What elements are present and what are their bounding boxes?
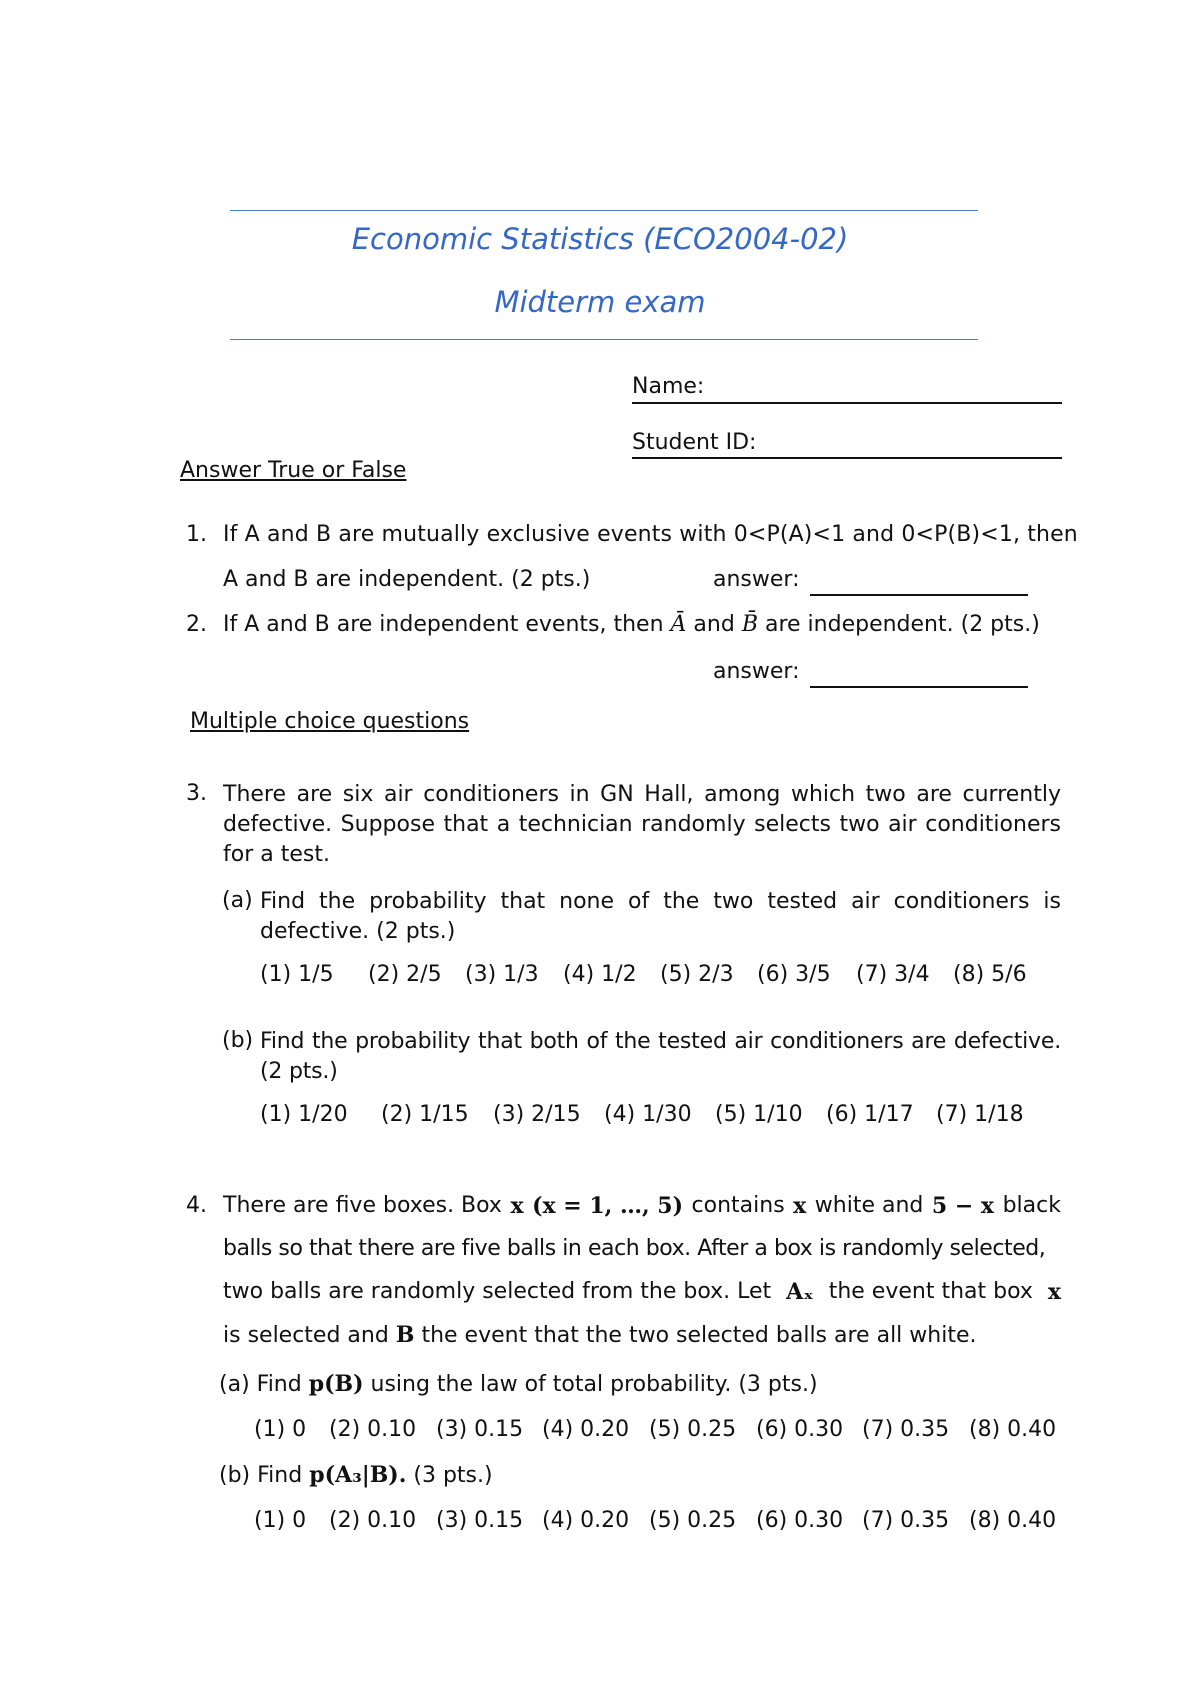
q1-number: 1. [186,522,207,547]
q3a-option-8[interactable]: (8) 5/6 [953,962,1027,987]
q4b-option-4[interactable]: (4) 0.20 [542,1508,630,1533]
q4b-expr: p(A₃|B). [309,1462,407,1488]
q4b-option-5[interactable]: (5) 0.25 [649,1508,737,1533]
q4-five-minus-x: 5 − x [931,1193,995,1219]
q3a-option-7[interactable]: (7) 3/4 [856,962,930,987]
q4-line3-pre: two balls are randomly selected from the box. Let [223,1279,772,1304]
q2-b-bar: B̄ [741,612,758,637]
q4a-option-8[interactable]: (8) 0.40 [969,1417,1057,1442]
q1-answer-label: answer: [713,567,800,592]
q2-text [223,612,1040,637]
q3b-option-3[interactable]: (3) 2/15 [493,1102,581,1127]
q4-ax: Aₓ [786,1279,814,1305]
q4b-label: (b) Find [219,1463,303,1488]
q2-a-bar: Ā [670,612,687,637]
q4b-option-8[interactable]: (8) 0.40 [969,1508,1057,1533]
q3a-text: Find the probability that none of the two tested air conditioners is defective. (2 pts.) [260,889,1061,944]
q2-answer-label: answer: [713,659,800,684]
q4a-option-4[interactable]: (4) 0.20 [542,1417,630,1442]
section-true-false: Answer True or False [180,458,407,483]
q1-line2: A and B are independent. (2 pts.) [223,567,591,592]
q3a-option-5[interactable]: (5) 2/3 [660,962,734,987]
q4-range: (x = 1, …, 5) [532,1193,684,1219]
q4a-question [219,1371,818,1397]
q4-b: B [395,1322,415,1348]
q4b-question [219,1462,493,1488]
header-top-rule [230,210,978,211]
q4b-option-6[interactable]: (6) 0.30 [756,1508,844,1533]
q4a-option-6[interactable]: (6) 0.30 [756,1417,844,1442]
name-label: Name: [632,374,705,399]
q4-line3 [223,1279,1061,1305]
q4a-expr: p(B) [308,1371,364,1397]
q4a-option-2[interactable]: (2) 0.10 [329,1417,417,1442]
q4-line2: balls so that there are five balls in each box. After a box is randomly selected, [223,1236,1046,1261]
q4a-option-7[interactable]: (7) 0.35 [862,1417,950,1442]
q4a-label: (a) Find [219,1372,302,1397]
q3b-text: Find the probability that both of the tested air conditioners are defective. (2 pts.) [260,1029,1061,1084]
q2-answer-field[interactable] [810,686,1028,688]
section-multiple-choice: Multiple choice questions [190,709,470,734]
q3b-option-7[interactable]: (7) 1/18 [936,1102,1024,1127]
q2-pre: If A and B are independent events, then [223,612,664,637]
course-title: Economic Statistics (ECO2004-02) [351,222,849,256]
q2-number: 2. [186,612,207,637]
header-bottom-rule [230,339,978,340]
q2-and: and [693,612,735,637]
q3a-option-2[interactable]: (2) 2/5 [368,962,442,987]
q4-x: x [510,1193,524,1219]
q4-line4-post: the event that the two selected balls are all white. [421,1323,977,1348]
q3b-option-5[interactable]: (5) 1/10 [715,1102,803,1127]
q1-answer-field[interactable] [810,594,1028,596]
q4-line3-post: the event that box [828,1279,1033,1304]
q3-stem: There are six air conditioners in GN Hall, among which two are currently defective. Suppose that a technician randomly selects two air conditioners for a test. [223,782,1061,867]
q4-line4 [223,1322,977,1348]
q3-number: 3. [186,781,207,806]
q4b-option-3[interactable]: (3) 0.15 [436,1508,524,1533]
q4-x-3: x [1047,1279,1061,1305]
q3a-option-3[interactable]: (3) 1/3 [465,962,539,987]
q3b-option-2[interactable]: (2) 1/15 [381,1102,469,1127]
q3a-option-4[interactable]: (4) 1/2 [563,962,637,987]
q4b-option-7[interactable]: (7) 0.35 [862,1508,950,1533]
q4b-post: (3 pts.) [413,1463,493,1488]
name-field[interactable] [632,402,1062,404]
q4-x-2: x [793,1193,807,1219]
q1-line1: If A and B are mutually exclusive events with 0<P(A)<1 and 0<P(B)<1, then [223,522,1078,547]
q4a-option-1[interactable]: (1) 0 [254,1417,307,1442]
q3b-option-4[interactable]: (4) 1/30 [604,1102,692,1127]
q4-s2: contains [691,1193,785,1218]
q4-line1 [223,1193,1061,1219]
q4b-option-1[interactable]: (1) 0 [254,1508,307,1533]
q4-number: 4. [186,1193,207,1218]
q2-post: are independent. (2 pts.) [764,612,1040,637]
exam-title: Midterm exam [494,285,706,319]
q4-s3: white and [814,1193,924,1218]
q4-line4-pre: is selected and [223,1323,389,1348]
q3a-option-6[interactable]: (6) 3/5 [757,962,831,987]
student-id-field[interactable] [632,457,1062,459]
q3a-option-1[interactable]: (1) 1/5 [260,962,334,987]
q3b-option-6[interactable]: (6) 1/17 [826,1102,914,1127]
q4a-option-3[interactable]: (3) 0.15 [436,1417,524,1442]
q4-s4: black [1002,1193,1061,1218]
q4a-post: using the law of total probability. (3 pts.) [370,1372,818,1397]
student-id-label: Student ID: [632,430,757,455]
q3b-label: (b) [222,1028,254,1053]
q4-s1: There are five boxes. Box [223,1193,502,1218]
q4a-option-5[interactable]: (5) 0.25 [649,1417,737,1442]
q4b-option-2[interactable]: (2) 0.10 [329,1508,417,1533]
q3b-option-1[interactable]: (1) 1/20 [260,1102,348,1127]
q3a-label: (a) [222,888,253,913]
